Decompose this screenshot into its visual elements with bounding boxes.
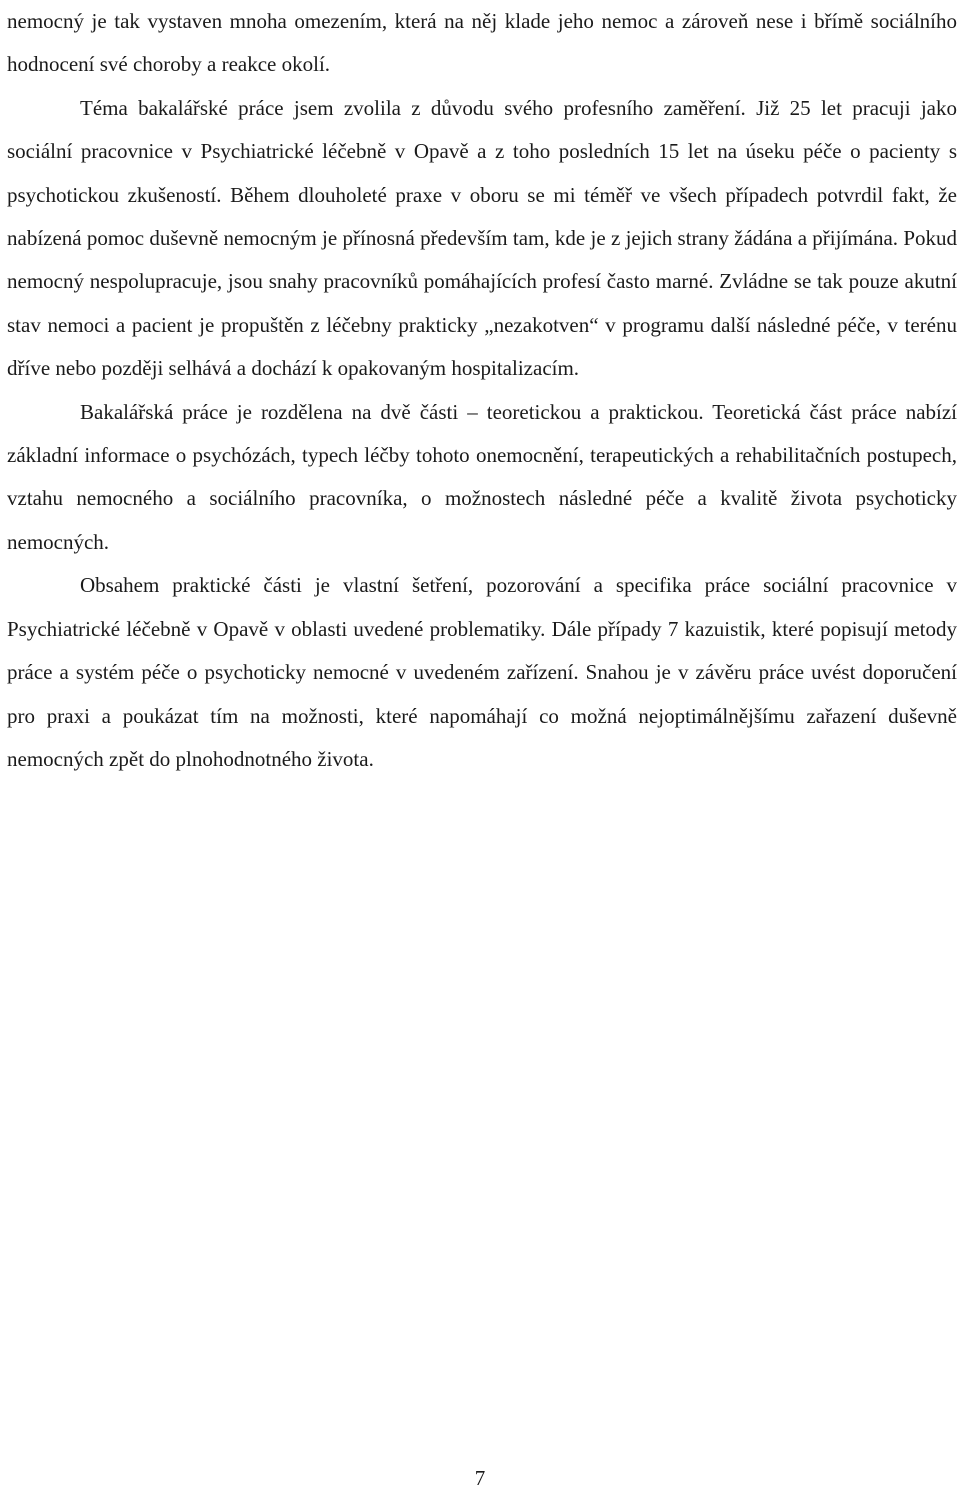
paragraph-structure: Bakalářská práce je rozdělena na dvě části – teoretickou a praktickou. Teoretická část práce nabízí základní informace o psychózách, typech léčby tohoto onemocnění, terapeutických a rehabilitačních postupech, vztahu nemocného a sociálního pracovníka, o možnostech následné péče a kvalitě života psychoticky nemocných. <box>7 399 957 554</box>
paragraph-continuation: nemocný je tak vystaven mnoha omezením, která na něj klade jeho nemoc a zároveň nese i břímě sociálního hodnocení své choroby a reakce okolí. <box>7 9 957 77</box>
paragraph-topic-choice: Téma bakalářské práce jsem zvolila z důvodu svého profesního zaměření. Již 25 let pracuji jako sociální pracovnice v Psychiatrické léčebně v Opavě a z toho posledních 15 let na úseku péče o pacienty s psychotickou zkušeností. Během dlouholeté praxe v oboru se mi téměř ve všech případech potvrdil fakt, že nabízená pomoc duševně nemocným je přínosná především tam, kde je z jejich strany žádána a přijímána. Pokud nemocný nespolupracuje, jsou snahy pracovníků pomáhajících profesí často marné. Zvládne se tak pouze akutní stav nemoci a pacient je propuštěn z léčebny prakticky „nezakotven“ v programu další následné péče, v terénu dříve nebo později selhává a dochází k opakovaným hospitalizacím. <box>7 95 957 381</box>
page-number: 7 <box>474 1466 486 1490</box>
body-text <box>7 0 957 781</box>
paragraph-practical-part: Obsahem praktické části je vlastní šetření, pozorování a specifika práce sociální pracovnice v Psychiatrické léčebně v Opavě v oblasti uvedené problematiky. Dále případy 7 kazuistik, které popisují metody práce a systém péče o psychoticky nemocné v uvedeném zařízení. Snahou je v závěru práce uvést doporučení pro praxi a poukázat tím na možnosti, které napomáhají co možná nejoptimálnějšímu zařazení duševně nemocných zpět do plnohodnotného života. <box>7 573 957 771</box>
